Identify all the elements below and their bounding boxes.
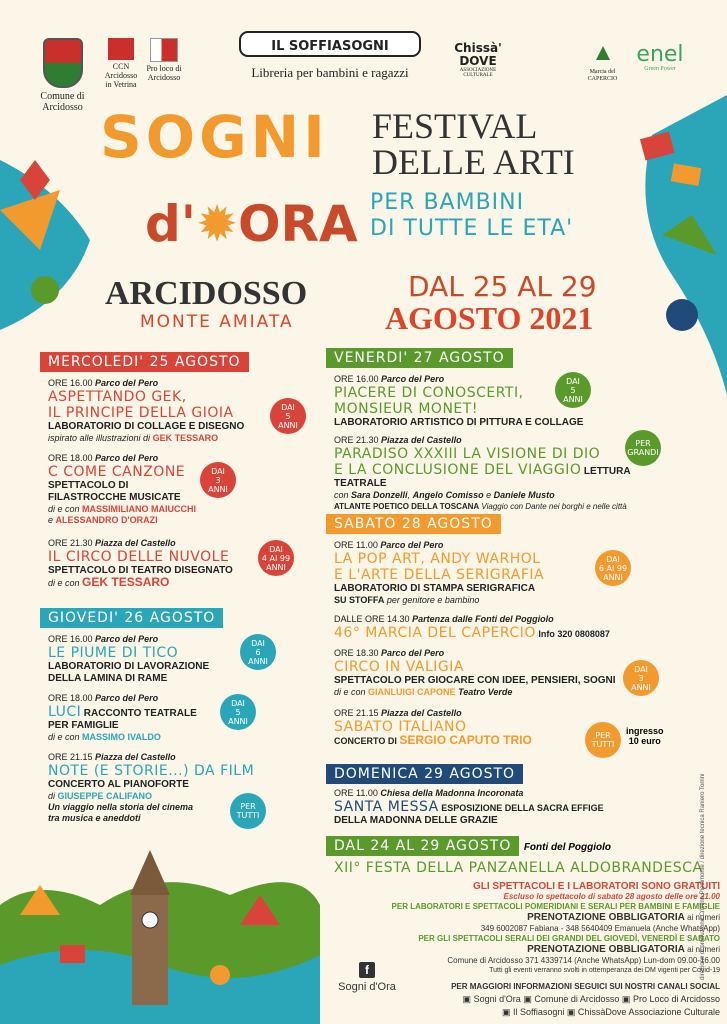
day-header-range: DAL 24 AL 29 AGOSTO Fonti del Poggiolo <box>326 836 611 856</box>
age-badge: DAI 5 ANNI <box>270 398 306 434</box>
age-badge: DAI 6 AI 99 ANNI <box>595 550 631 586</box>
festival-title: FESTIVAL DELLE ARTI <box>372 106 575 182</box>
social-link[interactable]: ChissàDove Associazione Culturale <box>577 1007 720 1017</box>
age-badge: DAI 4 AI 99 ANNI <box>258 540 294 576</box>
festival-dates: DAL 25 AL 29 <box>408 270 597 303</box>
right-illustration <box>622 95 727 395</box>
age-badge: DAI 6 ANNI <box>240 634 276 670</box>
soffiasogni-logo: IL SOFFIASOGNI Libreria per bambini e ragazzi <box>225 30 435 81</box>
social-link[interactable]: Comune di Arcidosso <box>534 994 620 1004</box>
title-dora: d'✹ORA <box>145 195 358 253</box>
day-header-sunday: DOMENICA 29 AGOSTO <box>326 764 523 784</box>
comune-logo: Comune di Arcidosso <box>30 38 95 113</box>
town-name: ARCIDOSSO <box>105 275 308 312</box>
event-r1: XII° FESTA DELLA PANZANELLA ALDOBRANDESCA <box>334 860 703 876</box>
festival-subtitle: PER BAMBINI DI TUTTE LE ETA' <box>370 190 574 241</box>
facebook-link[interactable]: f Sogni d'Ora <box>338 963 396 993</box>
event-t2: ORE 18.00 Parco del Pero LUCI RACCONTO TEATRALE PER FAMIGLIE di e con MASSIMO IVALDO <box>48 693 197 742</box>
event-w2: ORE 18.00 Parco del Pero C COME CANZONE SPETTACOLO DI FILASTROCCHE MUSICATE di e con MASSIMILIANO MAIUCCHI e ALESSANDRO D'ORAZI <box>48 453 197 525</box>
bottom-illustration <box>0 845 320 1024</box>
event-w1: ORE 16.00 Parco del Pero ASPETTANDO GEK, IL PRINCIPE DELLA GIOIA LABORATORIO DI COLLAGE E DISEGNO ispirato alle illustrazioni di GEK TESSARO <box>48 378 245 443</box>
event-t3: ORE 21.15 Piazza del Castello NOTE (E STORIE...) DA FILM CONCERTO AL PIANOFORTE di GIUSEPPE CALIFANO Un viaggio nella storia del cinema tra musica e aneddoti <box>48 752 255 823</box>
instagram-icon: ▣ <box>566 1007 576 1017</box>
social-link[interactable]: Pro Loco di Arcidosso <box>632 994 720 1004</box>
social-link[interactable]: Sogni d'Ora <box>473 994 521 1004</box>
day-header-wednesday: MERCOLEDI' 25 AGOSTO <box>40 352 249 372</box>
proloco-icon <box>150 38 178 62</box>
day-header-thursday: GIOVEDI' 26 AGOSTO <box>40 608 223 628</box>
production-credit: direzione di produzione Cristina Piedimonte / direzione tecnica Raniero Torrini <box>700 773 706 980</box>
facebook-icon: ▣ <box>523 994 532 1004</box>
chissadove-logo: Chissà' DOVE ASSOCIAZIONE CULTURALE <box>454 41 502 78</box>
area-name: MONTE AMIATA <box>140 312 294 332</box>
facebook-icon: ▣ <box>462 994 472 1004</box>
facebook-icon: ▣ <box>621 994 631 1004</box>
left-illustration <box>0 150 105 340</box>
title-sogni: SOGNI <box>100 103 329 171</box>
event-s2: DALLE ORE 14.30 Partenza dalle Fonti del Poggiolo 46° MARCIA DEL CAPERCIO Info 320 0808087 <box>334 614 610 641</box>
day-header-friday: VENERDI' 27 AGOSTO <box>326 348 513 368</box>
jars-icon <box>235 30 425 60</box>
event-t1: ORE 16.00 Parco del Pero LE PIUME DI TICO LABORATORIO DI LAVORAZIONE DELLA LAMINA DI RAME <box>48 634 210 684</box>
social-links: PER MAGGIORI INFORMAZIONI SEGUICI SUI NOSTRI CANALI SOCIAL ▣ Sogni d'Ora ▣ Comune di Arcidosso ▣ Pro Loco di Arcidosso ▣ Il Soffiasogni ▣ ChissàDove Associazione Culturale <box>451 982 720 1017</box>
age-badge: PER TUTTI <box>230 793 266 829</box>
marcia-logo: Marcia del CAPERCIO <box>580 42 625 83</box>
age-badge: DAI 5 ANNI <box>555 372 591 408</box>
age-badge: DAI 3 ANNI <box>200 462 236 498</box>
ccn-icon <box>108 38 134 60</box>
footer-info: GLI SPETTACOLI E I LABORATORI SONO GRATUITI Escluso lo spettacolo di sabato 28 agosto delle ore 21.00 PER LABORATORI E SPETTACOLI POMERIDIANI E SERALI PER BAMBINI E FAMIGLIE PRENOTAZIONE OBBLIGATORIA ai numeri 349 6002087 Fabiana - 348 5640409 Emanuela (Anche WhatsApp) PER GLI SPETTACOLI SERALI DEI GRANDI DEL GIOVEDÌ, VENERDÌ E SABATO PRENOTAZIONE OBBLIGATORIA ai numeri Comune di Arcidosso 371 4339714 (Anche WhatsApp) Lun-dom 09.00-16.00 Tutti gli eventi verranno svolti in ottemperanza dei DM vigenti per Covid-19 <box>391 881 720 974</box>
event-f1: ORE 16.00 Parco del Pero PIACERE DI CONOSCERTI, MONSIEUR MONET! LABORATORIO ARTISTICO DI PITTURA E COLLAGE <box>334 374 584 428</box>
event-d1: ORE 11.00 Chiesa della Madonna Incoronata SANTA MESSA ESPOSIZIONE DELLA SACRA EFFIGE DELLA MADONNA DELLE GRAZIE <box>334 788 604 826</box>
ticket-price: ingresso 10 euro <box>626 726 664 746</box>
bird-icon <box>593 42 613 64</box>
event-w3: ORE 21.30 Piazza del Castello IL CIRCO DELLE NUVOLE SPETTACOLO DI TEATRO DISEGNATO di e con GEK TESSARO <box>48 538 233 589</box>
svg-text:IL SOFFIASOGNI: IL SOFFIASOGNI <box>271 39 389 54</box>
enel-logo: enel Green Power <box>636 42 684 72</box>
ccn-logo: CCN Arcidosso in Vetrina <box>100 38 142 89</box>
instagram-icon: ▣ <box>501 1007 511 1017</box>
festival-month: AGOSTO 2021 <box>385 300 594 336</box>
age-badge: PER TUTTI <box>585 722 621 758</box>
event-s3: ORE 18.30 Parco del Pero CIRCO IN VALIGIA SPETTACOLO PER GIOCARE CON IDEE, PENSIERI, SOGNI di e con GIANLUIGI CAPONE Teatro Verde <box>334 648 616 697</box>
event-f2: ORE 21.30 Piazza del Castello PARADISO XXXIII LA VISIONE DI DIO E LA CONCLUSIONE DEL VIAGGIO LETTURA TEATRALE con Sara Donzelli, Angelo Comisso e Daniele Musto ATLANTE POETICO DELLA TOSCANA Viaggio con Dante nei borghi e nelle città <box>334 435 631 511</box>
event-s4: ORE 21.15 Piazza del Castello SABATO ITALIANO CONCERTO DI SERGIO CAPUTO TRIO <box>334 708 532 747</box>
age-badge: DAI 3 ANNI <box>623 660 659 696</box>
social-link[interactable]: Il Soffiasogni <box>513 1007 565 1017</box>
star-icon: ✹ <box>196 195 239 253</box>
event-s1: ORE 11.00 Parco del Pero LA POP ART, ANDY WARHOL E L'ARTE DELLA SERIGRAFIA LABORATORIO DI STAMPA SERIGRAFICA SU STOFFA per genitore e bambino <box>334 540 545 605</box>
facebook-icon: f <box>359 962 375 978</box>
age-badge: DAI 5 ANNI <box>220 694 256 730</box>
proloco-logo: Pro loco di Arcidosso <box>143 38 185 82</box>
age-badge: PER GRANDI <box>625 430 661 466</box>
crest-icon <box>43 38 83 88</box>
day-header-saturday: SABATO 28 AGOSTO <box>326 514 501 534</box>
